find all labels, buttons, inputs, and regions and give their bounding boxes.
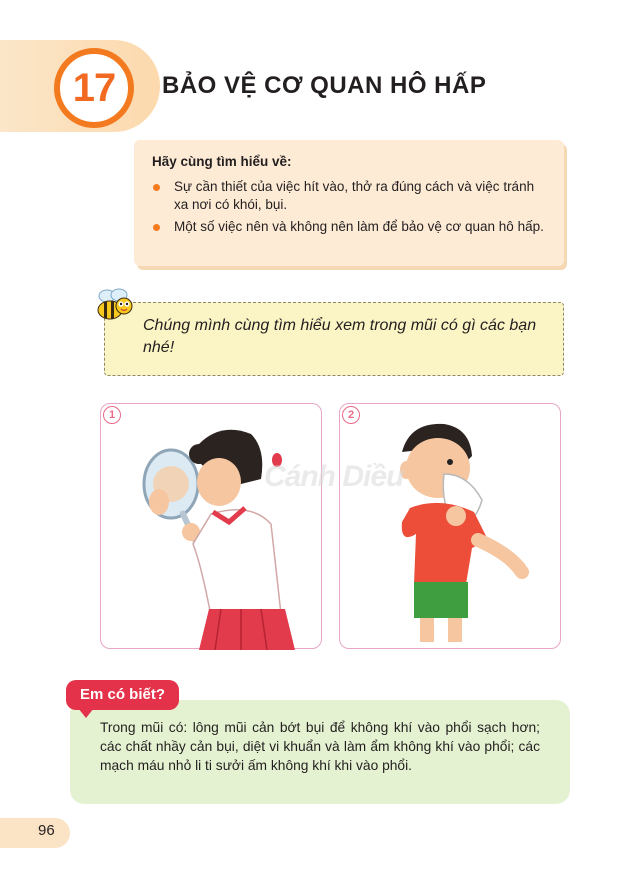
objective-text: Sự cần thiết của việc hít vào, thở ra đúng cách và việc tránh xa nơi có khói, bụi. <box>174 179 535 212</box>
bullet-icon <box>153 224 160 231</box>
boy-covering-nose-illustration <box>340 404 562 650</box>
panel-number-badge: 1 <box>103 406 121 424</box>
did-you-know-text: Trong mũi có: lông mũi cản bớt bụi để không khí vào phổi sạch hơn; các chất nhầy cản bụi, diệt vi khuẩn và làm ẩm không khí vào phổi; các mạch máu nhỏ li ti sưởi ấm không khí khi vào phổi. <box>100 720 540 773</box>
page-number-band <box>0 818 70 848</box>
objectives-box <box>134 140 564 266</box>
objective-item <box>146 178 546 214</box>
lesson-number-badge <box>54 48 134 128</box>
panel-number-badge: 2 <box>342 406 360 424</box>
speech-text: Chúng mình cùng tìm hiểu xem trong mũi có gì các bạn nhé! <box>143 317 537 356</box>
bullet-icon <box>153 184 160 191</box>
illustration-panel-1 <box>100 403 322 649</box>
bee-mascot-icon <box>92 286 138 326</box>
publisher-watermark: Cánh Diều <box>264 460 404 493</box>
objective-text: Một số việc nên và không nên làm để bảo vệ cơ quan hô hấp. <box>174 219 544 234</box>
did-you-know-tag: Em có biết? <box>66 680 179 710</box>
illustration-panel-2 <box>339 403 561 649</box>
did-you-know-tag-tail <box>78 708 94 718</box>
page-number: 96 <box>38 822 55 839</box>
lesson-title: BẢO VỆ CƠ QUAN HÔ HẤP <box>162 72 487 99</box>
lesson-number: 17 <box>72 65 116 110</box>
objective-item <box>146 218 546 236</box>
girl-with-mirror-illustration <box>101 404 323 650</box>
objectives-heading: Hãy cùng tìm hiểu về: <box>152 154 292 169</box>
speech-bubble <box>104 302 564 376</box>
objectives-list <box>146 178 546 240</box>
